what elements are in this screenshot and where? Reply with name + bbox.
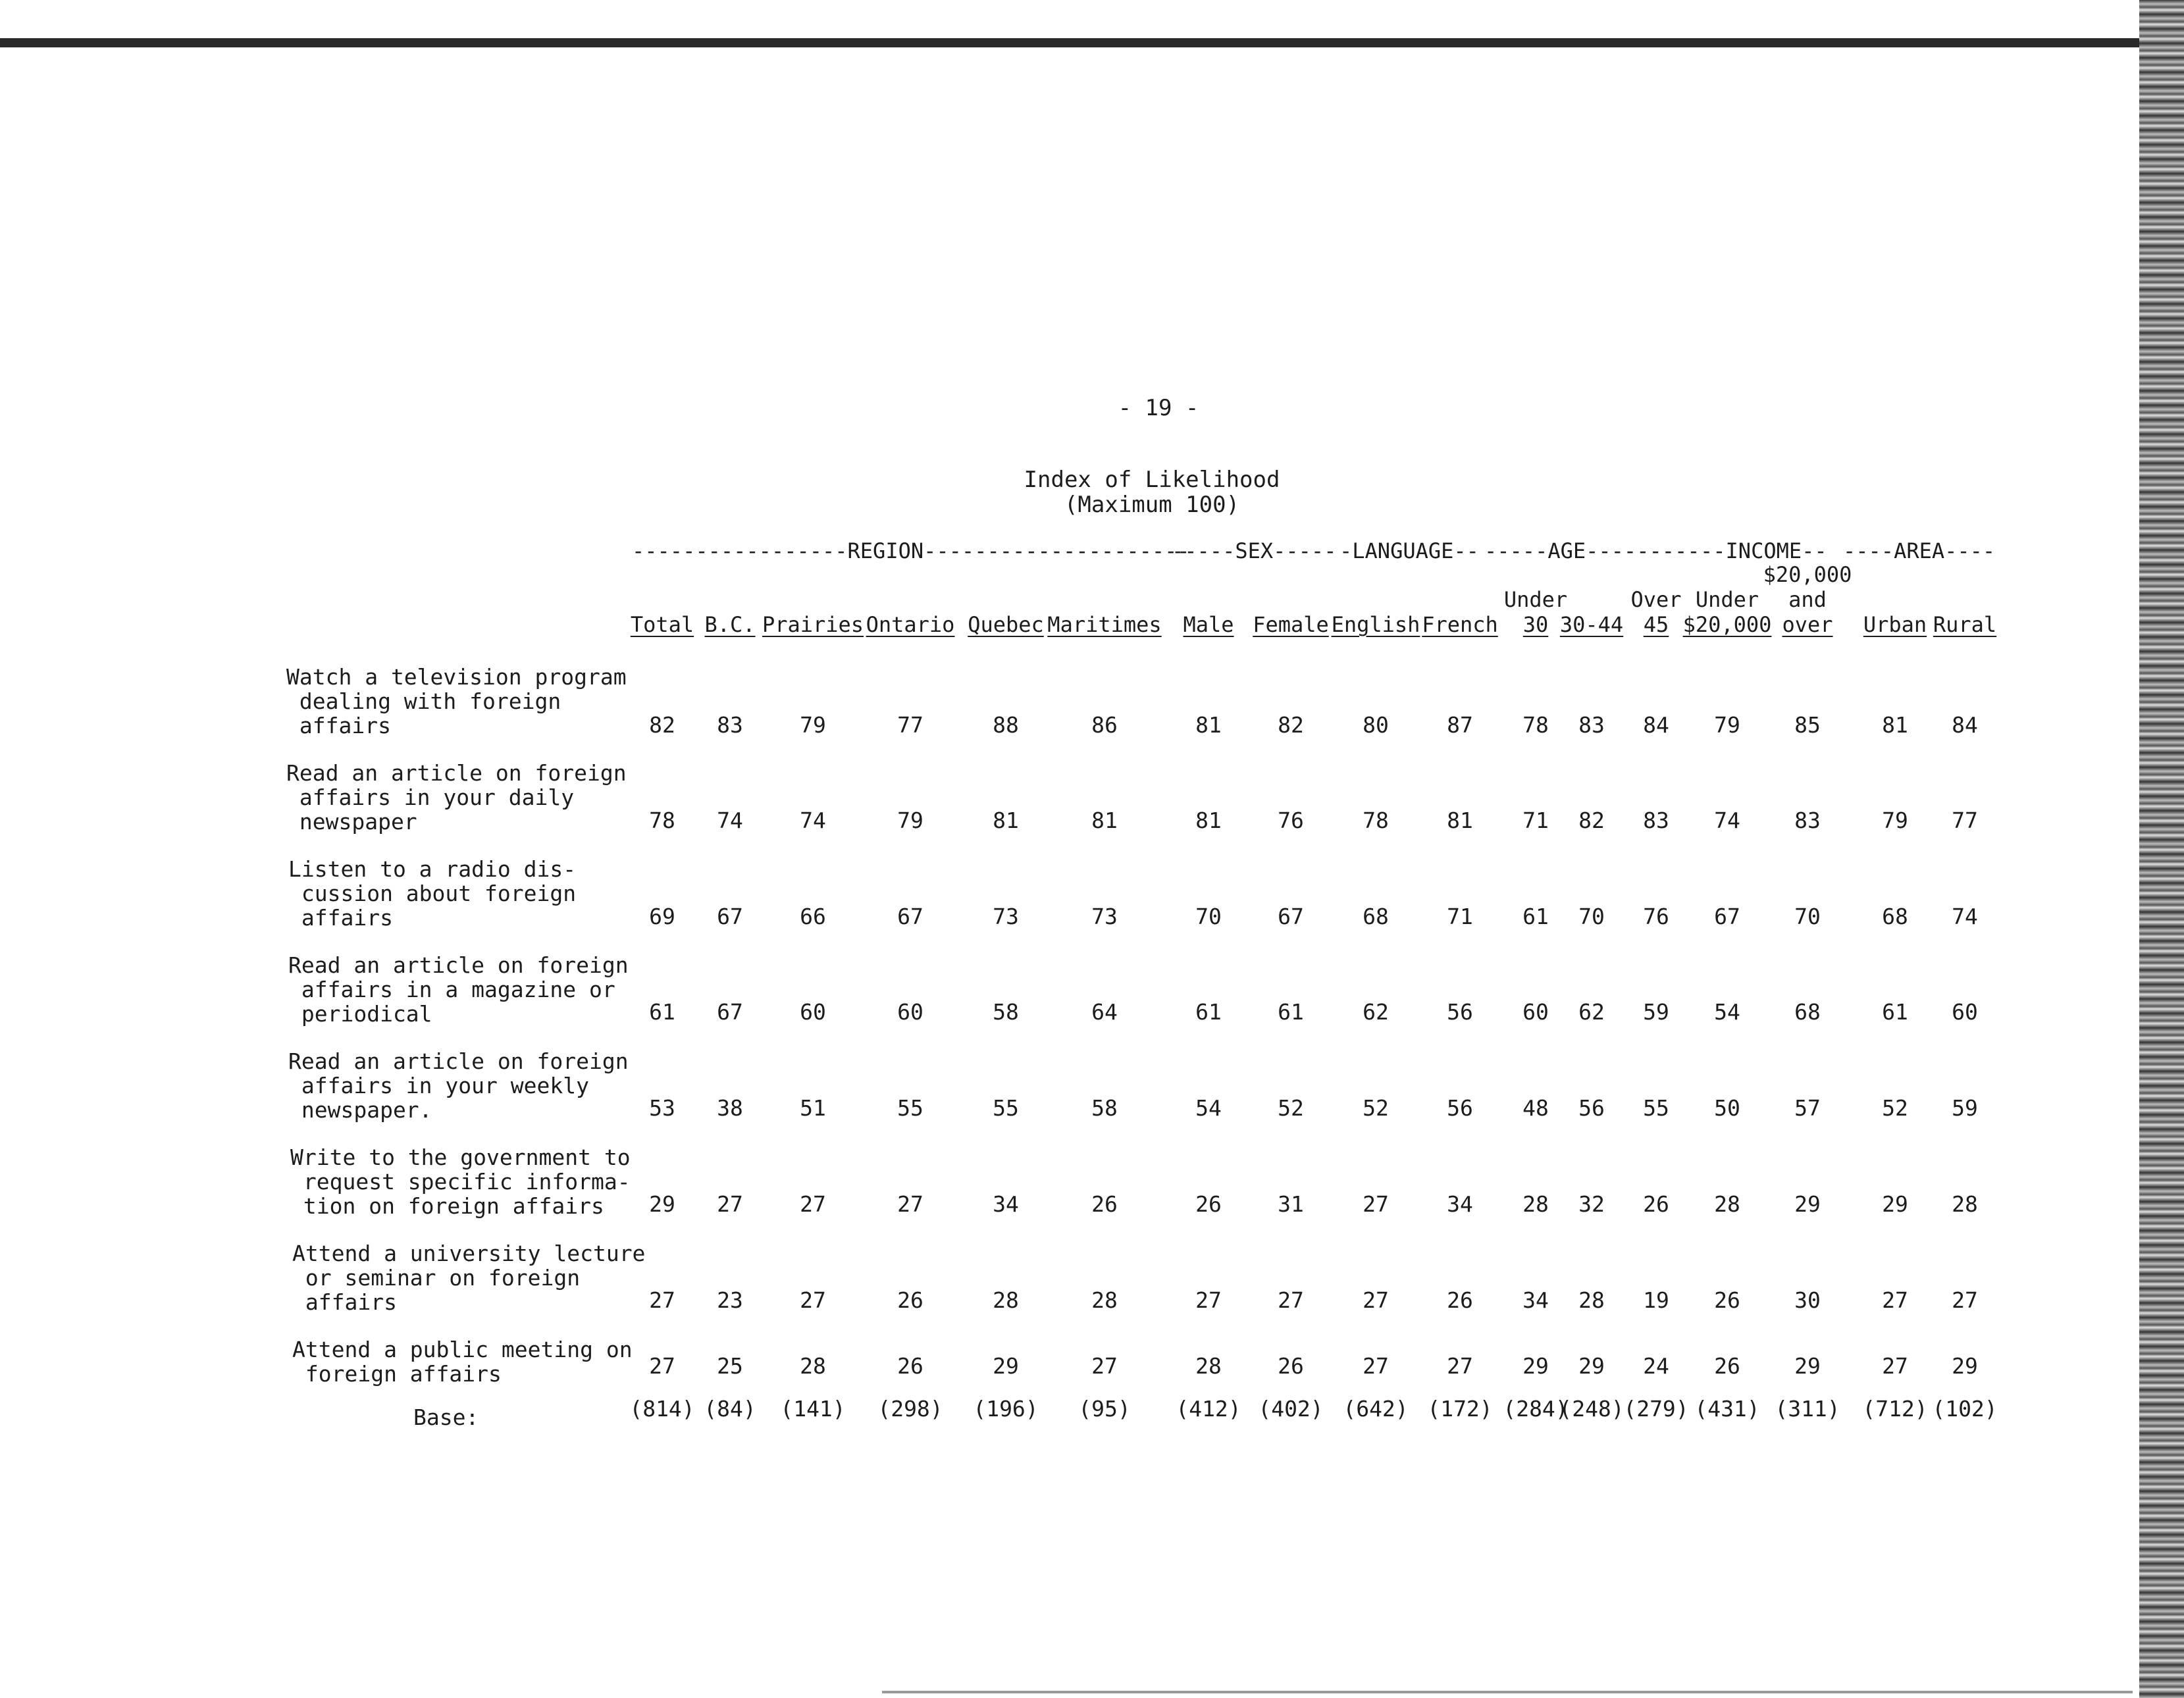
scanned-page-edge bbox=[2139, 0, 2184, 1698]
table-cell: 26 bbox=[897, 1353, 923, 1379]
row-label-line: Attend a university lecture bbox=[292, 1241, 646, 1266]
table-cell: 50 bbox=[1714, 1095, 1740, 1121]
table-cell: 27 bbox=[1091, 1353, 1118, 1379]
table-cell: 70 bbox=[1195, 904, 1222, 929]
table-cell: 56 bbox=[1447, 999, 1473, 1025]
table-cell: 34 bbox=[993, 1191, 1019, 1217]
column-header-pre: Under bbox=[1503, 587, 1568, 612]
table-cell: 86 bbox=[1091, 712, 1118, 738]
column-header bbox=[1253, 612, 1329, 637]
table-title-line1: Index of Likelihood bbox=[1024, 467, 1280, 493]
base-cell: (284) bbox=[1503, 1396, 1569, 1422]
row-label-line: affairs in your weekly bbox=[288, 1073, 589, 1098]
table-cell: 57 bbox=[1794, 1095, 1821, 1121]
table-cell: 26 bbox=[897, 1287, 923, 1313]
table-cell: 81 bbox=[1882, 712, 1908, 738]
table-cell: 52 bbox=[1278, 1095, 1304, 1121]
table-cell: 28 bbox=[800, 1353, 826, 1379]
table-cell: 73 bbox=[1091, 904, 1118, 929]
column-header bbox=[1683, 612, 1772, 637]
table-cell: 61 bbox=[1882, 999, 1908, 1025]
base-cell: (172) bbox=[1427, 1396, 1493, 1422]
table-cell: 73 bbox=[993, 904, 1019, 929]
table-cell: 27 bbox=[649, 1287, 675, 1313]
column-header-label: over bbox=[1782, 612, 1833, 637]
table-cell: 60 bbox=[897, 999, 923, 1025]
base-cell: (642) bbox=[1343, 1396, 1409, 1422]
table-cell: 27 bbox=[1278, 1287, 1304, 1313]
row-label-line: or seminar on foreign bbox=[292, 1265, 581, 1291]
table-cell: 54 bbox=[1195, 1095, 1222, 1121]
table-cell: 28 bbox=[1578, 1287, 1605, 1313]
row-label-line: affairs bbox=[288, 905, 393, 931]
table-cell: 31 bbox=[1278, 1191, 1304, 1217]
column-header-label: Quebec bbox=[968, 612, 1044, 637]
table-cell: 55 bbox=[897, 1095, 923, 1121]
table-cell: 68 bbox=[1882, 904, 1908, 929]
base-cell: (196) bbox=[973, 1396, 1039, 1422]
table-cell: 28 bbox=[993, 1287, 1019, 1313]
table-cell: 27 bbox=[649, 1353, 675, 1379]
table-cell: 24 bbox=[1643, 1353, 1669, 1379]
table-cell: 85 bbox=[1794, 712, 1821, 738]
column-header bbox=[1332, 612, 1420, 637]
base-cell: (712) bbox=[1862, 1396, 1928, 1422]
table-cell: 61 bbox=[1278, 999, 1304, 1025]
table-cell: 61 bbox=[649, 999, 675, 1025]
table-title-line2: (Maximum 100) bbox=[1064, 492, 1240, 518]
table-cell: 79 bbox=[800, 712, 826, 738]
table-cell: 29 bbox=[1794, 1191, 1821, 1217]
row-label-line: cussion about foreign bbox=[288, 881, 577, 906]
table-cell: 27 bbox=[1195, 1287, 1222, 1313]
column-header-label: 30-44 bbox=[1559, 612, 1624, 637]
column-header bbox=[866, 612, 955, 637]
table-cell: 80 bbox=[1363, 712, 1389, 738]
table-cell: 78 bbox=[1363, 808, 1389, 833]
column-header-label: Maritimes bbox=[1047, 612, 1162, 637]
table-cell: 78 bbox=[649, 808, 675, 833]
column-header-label: Rural bbox=[1933, 612, 1997, 637]
table-cell: 87 bbox=[1447, 712, 1473, 738]
table-cell: 56 bbox=[1578, 1095, 1605, 1121]
row-label-line: affairs bbox=[292, 1289, 397, 1315]
column-header bbox=[1782, 612, 1833, 637]
table-cell: 84 bbox=[1643, 712, 1669, 738]
table-cell: 32 bbox=[1578, 1191, 1605, 1217]
column-header bbox=[1933, 612, 1996, 637]
column-header bbox=[1183, 612, 1234, 637]
group-header-region: -----------------REGION--------------------- bbox=[632, 538, 1190, 563]
base-cell: (141) bbox=[780, 1396, 846, 1422]
row-label-line: Attend a public meeting on bbox=[292, 1337, 633, 1362]
base-cell: (298) bbox=[877, 1396, 943, 1422]
table-cell: 62 bbox=[1578, 999, 1605, 1025]
table-cell: 61 bbox=[1522, 904, 1549, 929]
table-cell: 78 bbox=[1522, 712, 1549, 738]
table-cell: 68 bbox=[1794, 999, 1821, 1025]
table-title bbox=[954, 467, 1349, 517]
table-cell: 67 bbox=[1278, 904, 1304, 929]
base-cell: (814) bbox=[629, 1396, 695, 1422]
table-cell: 74 bbox=[1714, 808, 1740, 833]
column-header-label: Prairies bbox=[762, 612, 864, 637]
table-cell: 64 bbox=[1091, 999, 1118, 1025]
row-label-line: Read an article on foreign bbox=[288, 1048, 629, 1074]
row-label bbox=[286, 665, 627, 738]
row-label-line: Watch a television program bbox=[286, 664, 627, 690]
row-label-line: newspaper bbox=[286, 809, 417, 835]
table-cell: 81 bbox=[1195, 712, 1222, 738]
table-cell: 29 bbox=[1522, 1353, 1549, 1379]
table-cell: 77 bbox=[1952, 808, 1978, 833]
table-cell: 66 bbox=[800, 904, 826, 929]
row-label-line: Read an article on foreign bbox=[286, 760, 627, 786]
row-label bbox=[292, 1241, 645, 1314]
table-cell: 27 bbox=[800, 1191, 826, 1217]
column-header-label: French bbox=[1422, 612, 1498, 637]
table-cell: 81 bbox=[993, 808, 1019, 833]
base-cell: (412) bbox=[1176, 1396, 1241, 1422]
table-cell: 25 bbox=[717, 1353, 743, 1379]
table-cell: 56 bbox=[1447, 1095, 1473, 1121]
table-cell: 58 bbox=[993, 999, 1019, 1025]
table-cell: 26 bbox=[1714, 1353, 1740, 1379]
group-header-age: -----AGE--------- bbox=[1484, 538, 1700, 563]
row-label-line: affairs in your daily bbox=[286, 785, 575, 810]
base-cell: (311) bbox=[1775, 1396, 1840, 1422]
column-header-label: Male bbox=[1183, 612, 1234, 637]
table-cell: 77 bbox=[897, 712, 923, 738]
group-header-sex: -----SEX----- bbox=[1172, 538, 1337, 563]
table-cell: 28 bbox=[1952, 1191, 1978, 1217]
column-header bbox=[1644, 612, 1669, 637]
table-cell: 71 bbox=[1447, 904, 1473, 929]
bottom-border-rule bbox=[882, 1691, 2133, 1693]
table-cell: 29 bbox=[1882, 1191, 1908, 1217]
row-label-line: dealing with foreign bbox=[286, 688, 561, 714]
table-cell: 28 bbox=[1091, 1287, 1118, 1313]
table-cell: 29 bbox=[1794, 1353, 1821, 1379]
column-header-label: Total bbox=[630, 612, 694, 637]
table-cell: 74 bbox=[717, 808, 743, 833]
table-cell: 26 bbox=[1714, 1287, 1740, 1313]
column-header bbox=[968, 612, 1044, 637]
column-header-label: Female bbox=[1253, 612, 1329, 637]
table-cell: 74 bbox=[1952, 904, 1978, 929]
row-label bbox=[292, 1337, 633, 1386]
group-header-area: ----AREA---- bbox=[1843, 538, 1996, 563]
table-cell: 70 bbox=[1794, 904, 1821, 929]
table-cell: 82 bbox=[1578, 808, 1605, 833]
column-header bbox=[704, 612, 755, 637]
table-cell: 34 bbox=[1447, 1191, 1473, 1217]
column-header bbox=[1560, 612, 1623, 637]
column-header-label: English bbox=[1331, 612, 1420, 637]
table-cell: 29 bbox=[1952, 1353, 1978, 1379]
table-cell: 79 bbox=[1714, 712, 1740, 738]
table-cell: 60 bbox=[1522, 999, 1549, 1025]
table-cell: 28 bbox=[1714, 1191, 1740, 1217]
base-label: Base: bbox=[413, 1404, 479, 1430]
base-cell: (248) bbox=[1559, 1396, 1625, 1422]
table-cell: 28 bbox=[1522, 1191, 1549, 1217]
column-header-label: 45 bbox=[1643, 612, 1669, 637]
base-cell: (95) bbox=[1078, 1396, 1131, 1422]
table-cell: 60 bbox=[800, 999, 826, 1025]
table-cell: 82 bbox=[1278, 712, 1304, 738]
table-cell: 67 bbox=[1714, 904, 1740, 929]
table-cell: 55 bbox=[1643, 1095, 1669, 1121]
row-label-line: affairs bbox=[286, 713, 391, 738]
table-cell: 38 bbox=[717, 1095, 743, 1121]
column-header-pre: $20,000 bbox=[1763, 562, 1852, 587]
table-cell: 52 bbox=[1882, 1095, 1908, 1121]
table-cell: 23 bbox=[717, 1287, 743, 1313]
table-cell: 59 bbox=[1952, 1095, 1978, 1121]
table-cell: 27 bbox=[1882, 1287, 1908, 1313]
table-cell: 83 bbox=[717, 712, 743, 738]
table-cell: 79 bbox=[897, 808, 923, 833]
table-cell: 27 bbox=[800, 1287, 826, 1313]
table-cell: 69 bbox=[649, 904, 675, 929]
column-header-label: $20,000 bbox=[1682, 612, 1772, 637]
base-cell: (279) bbox=[1623, 1396, 1689, 1422]
column-header-pre: Over bbox=[1630, 587, 1682, 612]
table-cell: 19 bbox=[1643, 1287, 1669, 1313]
table-cell: 70 bbox=[1578, 904, 1605, 929]
table-cell: 71 bbox=[1522, 808, 1549, 833]
table-cell: 29 bbox=[1578, 1353, 1605, 1379]
base-cell: (84) bbox=[704, 1396, 756, 1422]
table-cell: 67 bbox=[717, 999, 743, 1025]
base-cell: (431) bbox=[1694, 1396, 1760, 1422]
table-cell: 27 bbox=[1363, 1287, 1389, 1313]
table-cell: 83 bbox=[1578, 712, 1605, 738]
column-header-pre: Under bbox=[1695, 587, 1759, 612]
column-header bbox=[1047, 612, 1161, 637]
column-header-label: Ontario bbox=[866, 612, 955, 637]
base-cell: (402) bbox=[1258, 1396, 1324, 1422]
table-cell: 88 bbox=[993, 712, 1019, 738]
table-cell: 81 bbox=[1195, 808, 1222, 833]
table-cell: 67 bbox=[897, 904, 923, 929]
table-cell: 53 bbox=[649, 1095, 675, 1121]
table-cell: 60 bbox=[1952, 999, 1978, 1025]
table-cell: 48 bbox=[1522, 1095, 1549, 1121]
base-cell: (102) bbox=[1932, 1396, 1998, 1422]
group-header-income: --INCOME-- bbox=[1700, 538, 1827, 563]
table-cell: 26 bbox=[1091, 1191, 1118, 1217]
table-cell: 81 bbox=[1447, 808, 1473, 833]
row-label-line: Read an article on foreign bbox=[288, 952, 629, 978]
table-cell: 27 bbox=[1447, 1353, 1473, 1379]
table-cell: 27 bbox=[1882, 1353, 1908, 1379]
table-cell: 26 bbox=[1278, 1353, 1304, 1379]
table-cell: 67 bbox=[717, 904, 743, 929]
row-label bbox=[288, 857, 576, 930]
table-cell: 82 bbox=[649, 712, 675, 738]
table-cell: 29 bbox=[649, 1191, 675, 1217]
table-cell: 55 bbox=[993, 1095, 1019, 1121]
table-cell: 68 bbox=[1363, 904, 1389, 929]
table-cell: 76 bbox=[1643, 904, 1669, 929]
column-header bbox=[1523, 612, 1549, 637]
table-cell: 61 bbox=[1195, 999, 1222, 1025]
row-label-line: Listen to a radio dis- bbox=[288, 856, 577, 882]
row-label bbox=[288, 1049, 629, 1122]
table-cell: 27 bbox=[897, 1191, 923, 1217]
column-header bbox=[1422, 612, 1498, 637]
column-header bbox=[631, 612, 694, 637]
table-cell: 30 bbox=[1794, 1287, 1821, 1313]
table-cell: 58 bbox=[1091, 1095, 1118, 1121]
table-cell: 52 bbox=[1363, 1095, 1389, 1121]
table-cell: 83 bbox=[1643, 808, 1669, 833]
row-label-line: periodical bbox=[288, 1001, 432, 1027]
table-cell: 51 bbox=[800, 1095, 826, 1121]
top-border-rule bbox=[0, 38, 2139, 47]
table-cell: 34 bbox=[1522, 1287, 1549, 1313]
table-cell: 28 bbox=[1195, 1353, 1222, 1379]
row-label bbox=[290, 1145, 631, 1218]
row-label-line: Write to the government to bbox=[290, 1145, 631, 1170]
row-label-line: tion on foreign affairs bbox=[290, 1193, 604, 1219]
column-header-label: B.C. bbox=[704, 612, 756, 637]
table-cell: 27 bbox=[1363, 1191, 1389, 1217]
row-label-line: foreign affairs bbox=[292, 1361, 502, 1387]
table-cell: 74 bbox=[800, 808, 826, 833]
table-cell: 27 bbox=[1363, 1353, 1389, 1379]
column-header bbox=[1863, 612, 1927, 637]
row-label-line: request specific informa- bbox=[290, 1169, 631, 1195]
table-cell: 83 bbox=[1794, 808, 1821, 833]
row-label-line: affairs in a magazine or bbox=[288, 977, 615, 1002]
table-cell: 26 bbox=[1643, 1191, 1669, 1217]
column-header-label: 30 bbox=[1522, 612, 1549, 637]
table-cell: 76 bbox=[1278, 808, 1304, 833]
table-cell: 79 bbox=[1882, 808, 1908, 833]
row-label-line: newspaper. bbox=[288, 1097, 432, 1123]
page-number: - 19 - bbox=[1118, 395, 1199, 421]
table-cell: 84 bbox=[1952, 712, 1978, 738]
row-label bbox=[288, 953, 629, 1026]
column-header-label: Urban bbox=[1863, 612, 1927, 637]
column-header bbox=[762, 612, 864, 637]
table-cell: 26 bbox=[1447, 1287, 1473, 1313]
table-cell: 27 bbox=[1952, 1287, 1978, 1313]
table-cell: 59 bbox=[1643, 999, 1669, 1025]
group-header-language: -LANGUAGE-- bbox=[1339, 538, 1479, 563]
row-label bbox=[286, 761, 627, 834]
table-cell: 62 bbox=[1363, 999, 1389, 1025]
table-cell: 81 bbox=[1091, 808, 1118, 833]
table-cell: 27 bbox=[717, 1191, 743, 1217]
column-header-pre: and bbox=[1788, 587, 1827, 612]
table-cell: 29 bbox=[993, 1353, 1019, 1379]
table-cell: 26 bbox=[1195, 1191, 1222, 1217]
table-cell: 54 bbox=[1714, 999, 1740, 1025]
